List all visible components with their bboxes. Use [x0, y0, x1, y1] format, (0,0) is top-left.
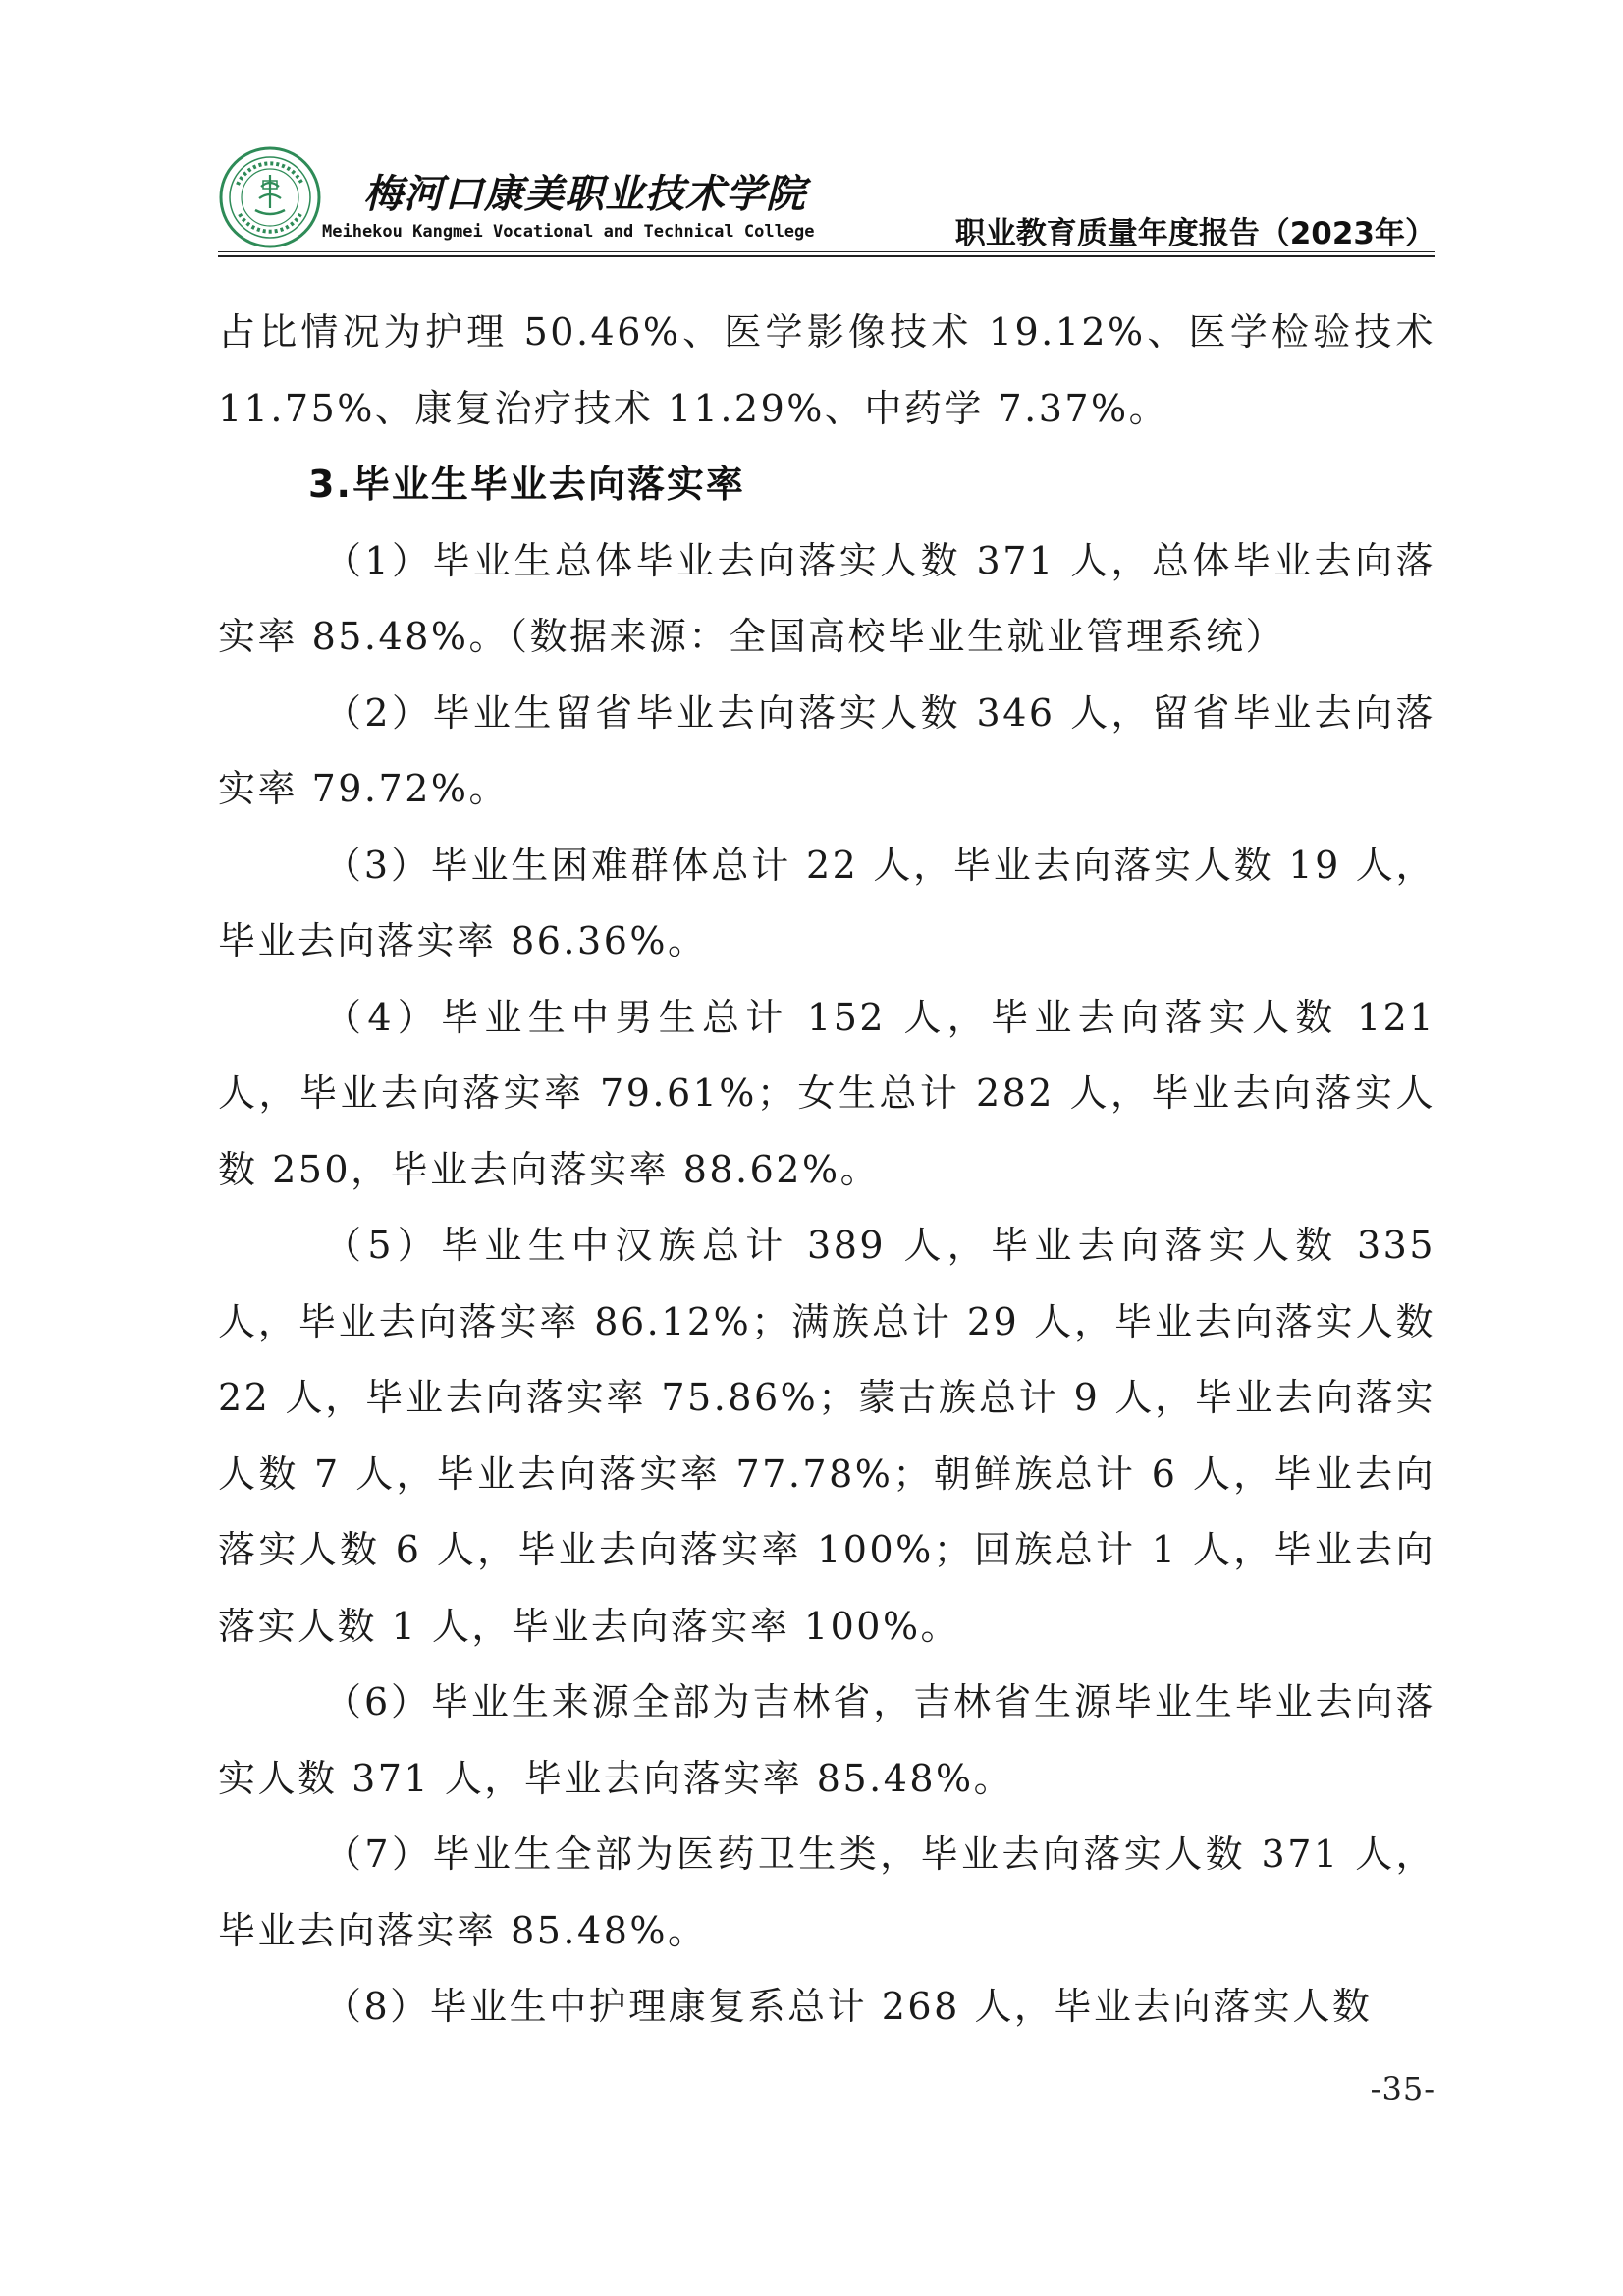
list-item: （3）毕业生困难群体总计 22 人，毕业去向落实人数 19 人，毕业去向落实率 86.36%。 [218, 843, 1435, 962]
page-header [218, 137, 1435, 253]
list-item: （8）毕业生中护理康复系总计 268 人，毕业去向落实人数 [324, 1985, 1373, 2028]
list-item: （2）毕业生留省毕业去向落实人数 346 人，留省毕业去向落实率 79.72%。 [218, 690, 1435, 810]
list-item: （4）毕业生中男生总计 152 人，毕业去向落实人数 121 人，毕业去向落实率 79.61%；女生总计 282 人，毕业去向落实人数 250，毕业去向落实率 88.62%。 [218, 995, 1435, 1191]
page-number: -35- [1370, 2070, 1435, 2107]
header-divider [218, 251, 1435, 252]
intro-paragraph: 占比情况为护理 50.46%、医学影像技术 19.12%、医学检验技术 11.75%、康复治疗技术 11.29%、中药学 7.37%。 [218, 310, 1435, 430]
list-item: （1）毕业生总体毕业去向落实人数 371 人，总体毕业去向落实率 85.48%。（数据来源：全国高校毕业生就业管理系统） [218, 538, 1435, 658]
page-content [218, 295, 1435, 2046]
section-heading: 3.毕业生毕业去向落实率 [308, 463, 745, 506]
header-divider-thick [218, 255, 1435, 257]
report-title: 职业教育质量年度报告（2023年） [954, 216, 1435, 251]
school-name-chinese: 梅河口康美职业技术学院 [363, 171, 806, 217]
list-item: （7）毕业生全部为医药卫生类，毕业去向落实人数 371 人，毕业去向落实率 85.48%。 [218, 1832, 1435, 1952]
college-seal-logo-icon [218, 145, 322, 249]
list-item: （6）毕业生来源全部为吉林省，吉林省生源毕业生毕业去向落实人数 371 人，毕业去向落实率 85.48%。 [218, 1680, 1435, 1800]
school-name-english: Meihekou Kangmei Vocational and Technical College [322, 222, 815, 242]
list-item: （5）毕业生中汉族总计 389 人，毕业去向落实人数 335 人，毕业去向落实率 86.12%；满族总计 29 人，毕业去向落实人数 22 人，毕业去向落实率 75.86%；蒙古族总计 9 人，毕业去向落实人数 7 人，毕业去向落实率 77.78%；朝鲜族总计 6 人，毕业去向落实人数 6 人，毕业去向落实率 100%；回族总计 1 人，毕业去向落实人数 1 人，毕业去向落实率 100%。 [218, 1224, 1435, 1648]
